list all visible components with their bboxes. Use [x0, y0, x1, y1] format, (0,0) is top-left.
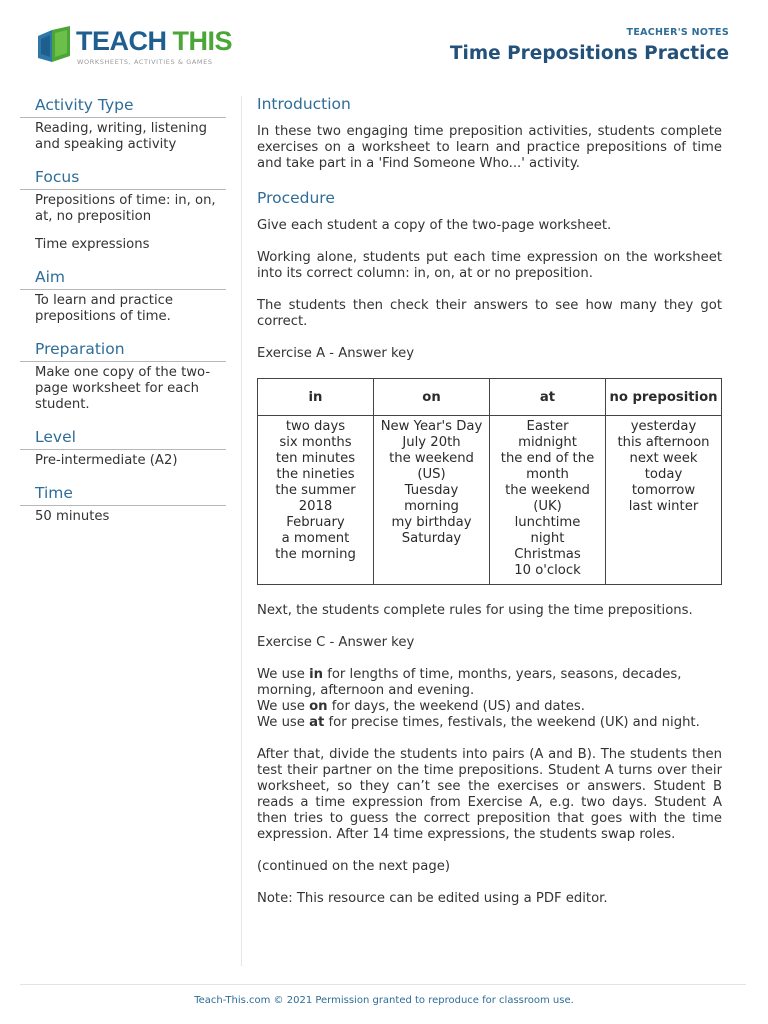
page-title: Time Prepositions Practice: [449, 43, 729, 64]
sidebar-section-text: Time expressions: [35, 237, 150, 252]
footer-copyright: Teach-This.com © 2021 Permission granted to reproduce for classroom use.: [194, 995, 574, 1006]
answer-table-cell: [606, 416, 722, 585]
answer-item: Easter: [526, 419, 569, 434]
answer-item: yesterday: [630, 419, 697, 434]
rule-text: We use: [257, 715, 310, 730]
sidebar-section-text: Prepositions of time: in, on, at, no preposition: [35, 193, 216, 224]
introduction-heading: Introduction: [257, 95, 351, 113]
answer-table-header: on: [374, 379, 490, 416]
column-divider: [241, 96, 242, 966]
exercise-c-label: Exercise C - Answer key: [257, 635, 415, 650]
sidebar-section-heading: Level: [20, 426, 226, 450]
answer-item: last winter: [628, 499, 699, 514]
teach-this-logo: [36, 22, 236, 70]
rule-line: [257, 667, 722, 699]
answer-item: February: [286, 515, 345, 530]
answer-item: this afternoon: [617, 435, 710, 450]
answer-item: the end of the month: [500, 451, 595, 482]
sidebar-section-text: To learn and practice prepositions of time.: [35, 293, 173, 324]
answer-item: Saturday: [401, 531, 462, 546]
sidebar-section-heading: Aim: [20, 266, 226, 290]
answer-item: the weekend (US): [389, 451, 474, 482]
rule-text: for lengths of time, months, years, seasons, decades, morning, afternoon and evening.: [257, 667, 682, 698]
answer-table-cell: [258, 416, 374, 585]
introduction-text: In these two engaging time preposition activities, students complete exercises on a worksheet to learn and practice prepositions of time and take part in a 'Find Someone Who...' activity.: [257, 124, 722, 171]
logo-word-teach: TEACH: [76, 26, 167, 56]
answer-item: midnight: [518, 435, 577, 450]
rule-text: for precise times, festivals, the weekend (UK) and night.: [324, 715, 700, 730]
sidebar-section: [20, 482, 226, 525]
procedure-step-3: The students then check their answers to see how many they got correct.: [257, 298, 722, 329]
book-logo-icon: [36, 24, 74, 64]
continued-note: (continued on the next page): [257, 859, 450, 874]
exercise-a-answer-table: [257, 378, 722, 585]
rule-line: [257, 699, 722, 715]
pdf-editor-note: Note: This resource can be edited using a PDF editor.: [257, 891, 608, 906]
answer-table-row: [258, 416, 722, 585]
answer-table-cell: [490, 416, 606, 585]
sidebar-section: [20, 266, 226, 325]
answer-item: next week: [629, 451, 698, 466]
sidebar: [20, 94, 226, 538]
exercise-c-rules: [257, 667, 722, 731]
sidebar-section-text: 50 minutes: [35, 509, 110, 524]
sidebar-section-heading: Time: [20, 482, 226, 506]
answer-table-header: in: [258, 379, 374, 416]
rule-text: We use: [257, 667, 310, 682]
answer-item: the summer 2018: [275, 483, 356, 514]
rule-text: We use: [257, 699, 310, 714]
answer-item: Tuesday morning: [404, 483, 459, 514]
answer-item: New Year's Day: [380, 419, 483, 434]
answer-item: July 20th: [402, 435, 461, 450]
logo-wordmark: [76, 25, 232, 57]
main-content: [257, 94, 722, 923]
answer-item: today: [644, 467, 683, 482]
rule-preposition: on: [309, 699, 328, 714]
rule-text: for days, the weekend (US) and dates.: [327, 699, 585, 714]
answer-table-header: no preposition: [606, 379, 722, 416]
logo-tagline: WORKSHEETS, ACTIVITIES & GAMES: [77, 58, 213, 66]
logo-word-this: THIS: [172, 26, 233, 56]
footer-divider: [20, 984, 746, 985]
answer-item: lunchtime: [514, 515, 581, 530]
sidebar-section-heading: Focus: [20, 166, 226, 190]
answer-table-header-row: [258, 379, 722, 416]
sidebar-section: [20, 166, 226, 253]
sidebar-section-text: Reading, writing, listening and speaking activity: [35, 121, 207, 152]
answer-item: 10 o'clock: [514, 563, 581, 578]
procedure-step-1: Give each student a copy of the two-page worksheet.: [257, 218, 612, 233]
teachers-notes-label: TEACHER'S NOTES: [626, 27, 729, 38]
answer-table-cell: [374, 416, 490, 585]
answer-item: the nineties: [276, 467, 355, 482]
sidebar-section-heading: Preparation: [20, 338, 226, 362]
answer-table-header: at: [490, 379, 606, 416]
answer-item: Christmas: [514, 547, 581, 562]
procedure-step-5: After that, divide the students into pairs (A and B). The students then test their partner on the time prepositions. Student A turns over their worksheet, so they can’t see the exercises or answers. Student B reads a time expression from Exercise A, e.g. two days. Student A then tries to guess the correct preposition that goes with the time expression. After 14 time expressions, the students swap roles.: [257, 747, 722, 842]
answer-item: six months: [279, 435, 352, 450]
answer-item: a moment: [281, 531, 350, 546]
answer-item: the morning: [275, 547, 356, 562]
rule-preposition: in: [309, 667, 324, 682]
answer-item: the weekend (UK): [505, 483, 590, 514]
answer-item: night: [530, 531, 565, 546]
rule-line: [257, 715, 722, 731]
sidebar-section-text: Make one copy of the two-page worksheet for each student.: [35, 365, 211, 412]
procedure-step-4: Next, the students complete rules for using the time prepositions.: [257, 603, 693, 618]
answer-item: my birthday: [391, 515, 472, 530]
exercise-a-label: Exercise A - Answer key: [257, 346, 415, 361]
sidebar-section: [20, 338, 226, 413]
procedure-heading: Procedure: [257, 189, 335, 207]
procedure-step-2: Working alone, students put each time expression on the worksheet into its correct column: in, on, at or no preposition.: [257, 250, 722, 281]
sidebar-section: [20, 426, 226, 469]
answer-item: two days: [285, 419, 346, 434]
answer-item: ten minutes: [275, 451, 356, 466]
sidebar-section-text: Pre-intermediate (A2): [35, 453, 178, 468]
answer-item: tomorrow: [631, 483, 696, 498]
sidebar-section: [20, 94, 226, 153]
rule-preposition: at: [309, 715, 325, 730]
sidebar-section-heading: Activity Type: [20, 94, 226, 118]
